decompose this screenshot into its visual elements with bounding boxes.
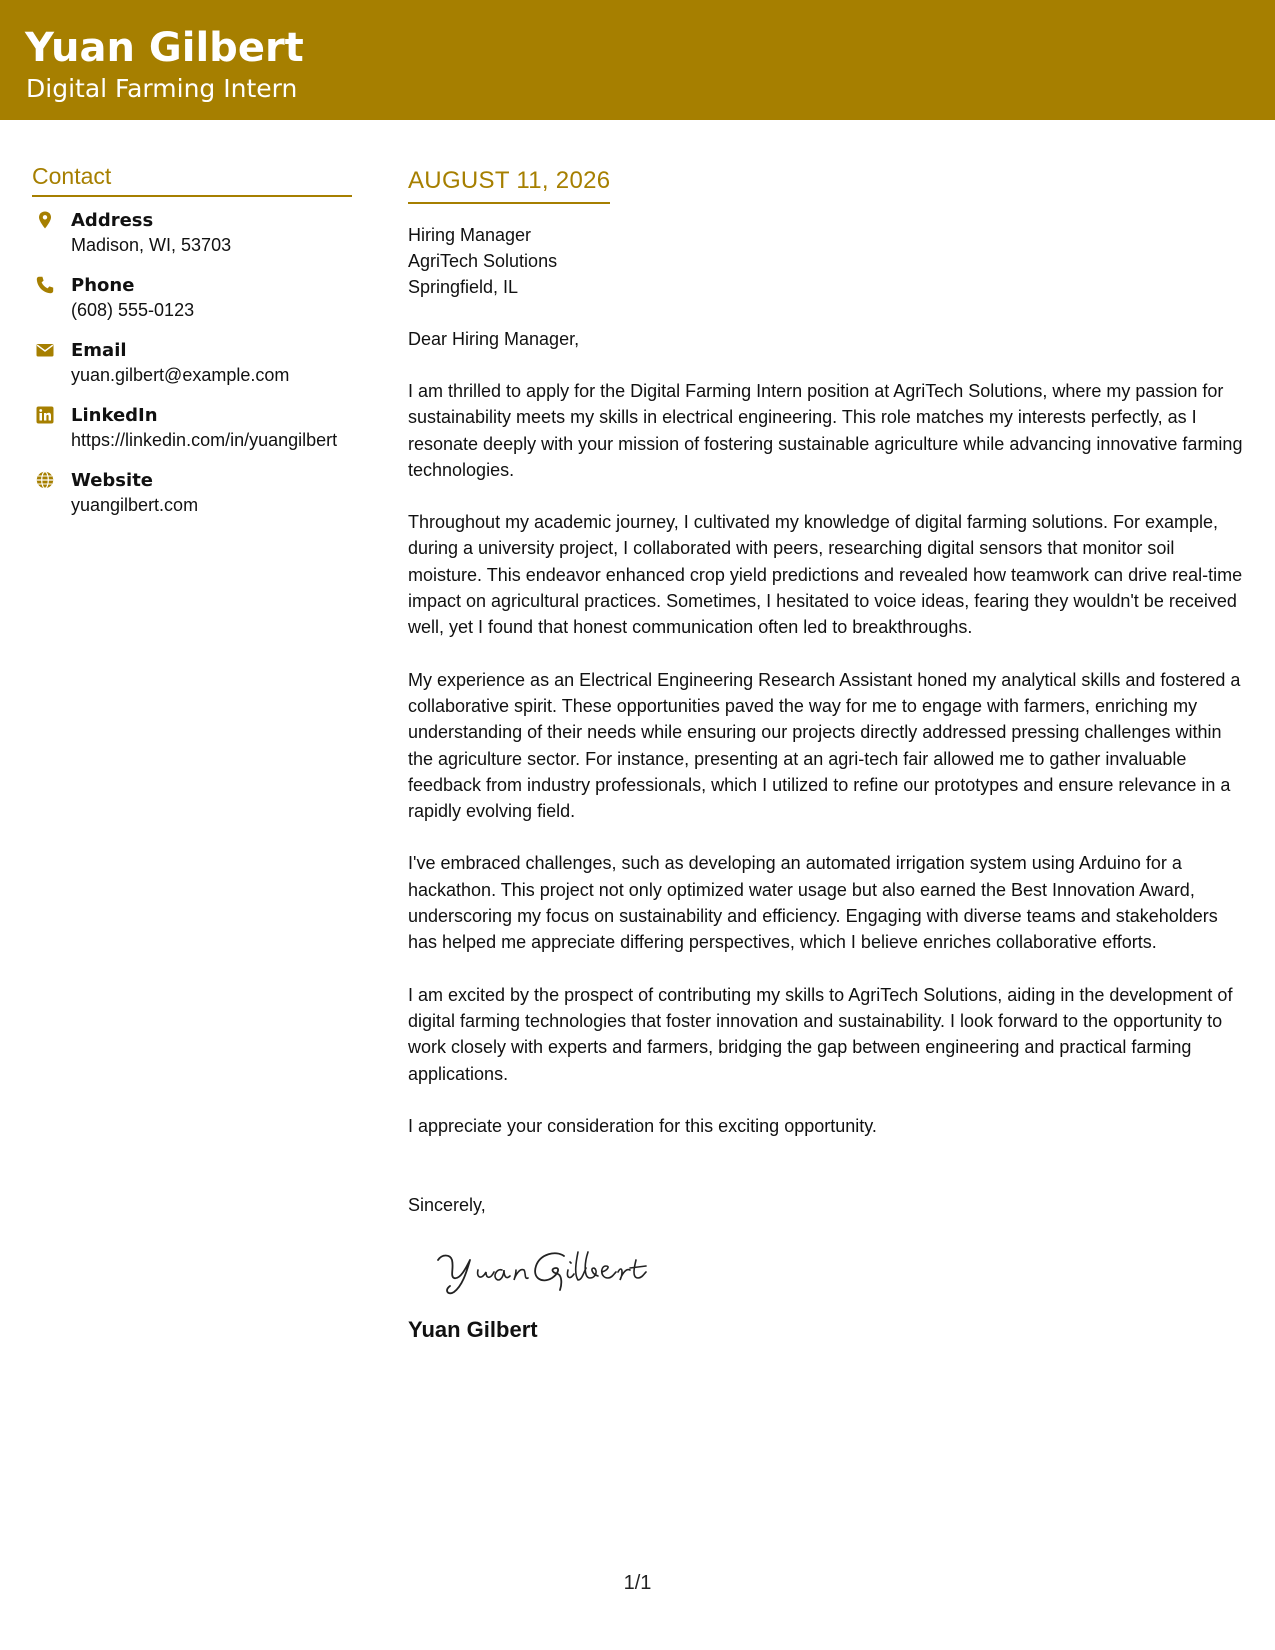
letter-paragraph: I am excited by the prospect of contributing my skills to AgriTech Solutions, aiding in the development of digital farming technologies that foster innovation and sustainability. I look forward to the opportunity to work closely with experts and farmers, bridging the gap between engineering and practical farming applications. — [408, 984, 1233, 1084]
recipient-location: Springfield, IL — [408, 277, 519, 297]
contact-label-address: Address — [71, 210, 154, 231]
contact-item-linkedin — [32, 404, 352, 453]
map-pin-icon — [36, 211, 54, 229]
contact-section-title: Contact — [32, 162, 352, 197]
contact-label-phone: Phone — [71, 275, 135, 296]
envelope-icon — [36, 341, 54, 359]
salutation: Dear Hiring Manager, — [408, 329, 580, 349]
letter-date: AUGUST 11, 2026 — [408, 167, 611, 194]
recipient-company: AgriTech Solutions — [408, 251, 558, 271]
applicant-title: Digital Farming Intern — [26, 74, 298, 103]
page-number: 1/1 — [623, 1572, 652, 1594]
linkedin-icon — [36, 406, 54, 424]
closing: Sincerely, — [408, 1195, 486, 1216]
contact-label-linkedin: LinkedIn — [71, 405, 158, 426]
letter-paragraph: I appreciate your consideration for this exciting opportunity. — [408, 1115, 877, 1136]
letter-paragraph: My experience as an Electrical Engineering Research Assistant honed my analytical skills and fostered a collaborative spirit. These opportunities paved the way for me to engage with farmers, enriching my understanding of their needs while ensuring our projects directly addressed pressing challenges within the agriculture sector. For instance, presenting at an agri-tech fair allowed me to gather invaluable feedback from industry professionals, which I utilized to refine our prototypes and ensure relevance in a rapidly evolving field. — [408, 669, 1241, 822]
handwritten-signature — [432, 1238, 662, 1298]
header-banner — [0, 0, 1275, 120]
applicant-name: Yuan Gilbert — [25, 25, 304, 71]
contact-value-address: Madison, WI, 53703 — [71, 235, 232, 255]
signer-name: Yuan Gilbert — [408, 1317, 538, 1343]
contact-label-email: Email — [71, 340, 127, 361]
contact-value-email[interactable]: yuan.gilbert@example.com — [71, 365, 290, 385]
contact-list — [32, 209, 352, 518]
contact-item-website — [32, 469, 352, 518]
recipient-line: Hiring Manager — [408, 225, 532, 245]
contact-item-address — [32, 209, 352, 258]
contact-value-website[interactable]: yuangilbert.com — [71, 495, 199, 515]
recipient-block — [408, 222, 1248, 300]
contact-value-phone: (608) 555-0123 — [71, 300, 195, 320]
contact-label-website: Website — [71, 470, 154, 491]
phone-icon — [36, 276, 54, 294]
contact-sidebar — [32, 162, 352, 534]
contact-value-linkedin[interactable]: https://linkedin.com/in/yuangilbert — [71, 430, 338, 450]
letter-date-block — [408, 166, 610, 204]
contact-item-email — [32, 339, 352, 388]
globe-icon — [36, 471, 54, 489]
letter-paragraph: I've embraced challenges, such as developing an automated irrigation system using Arduino for a hackathon. This project not only optimized water usage but also earned the Best Innovation Award, underscoring my focus on sustainability and efficiency. Engaging with diverse teams and stakeholders has helped me appreciate differing perspectives, which I believe enriches collaborative efforts. — [408, 853, 1218, 953]
letter-paragraph: I am thrilled to apply for the Digital Farming Intern position at AgriTech Solutions, where my passion for sustainability meets my skills in electrical engineering. This role matches my interests perfectly, as I resonate deeply with your mission of fostering sustainable agriculture while advancing innovative farming technologies. — [408, 381, 1243, 480]
letter-paragraph: Throughout my academic journey, I cultivated my knowledge of digital farming solutions. For example, during a university project, I collaborated with peers, researching digital sensors that monitor soil moisture. This endeavor enhanced crop yield predictions and revealed how teamwork can drive real-time impact on agricultural practices. Sometimes, I hesitated to voice ideas, fearing they wouldn't be received well, yet I found that honest communication often led to breakthroughs. — [408, 512, 1243, 638]
contact-item-phone — [32, 274, 352, 323]
letter-body — [408, 166, 1248, 1344]
